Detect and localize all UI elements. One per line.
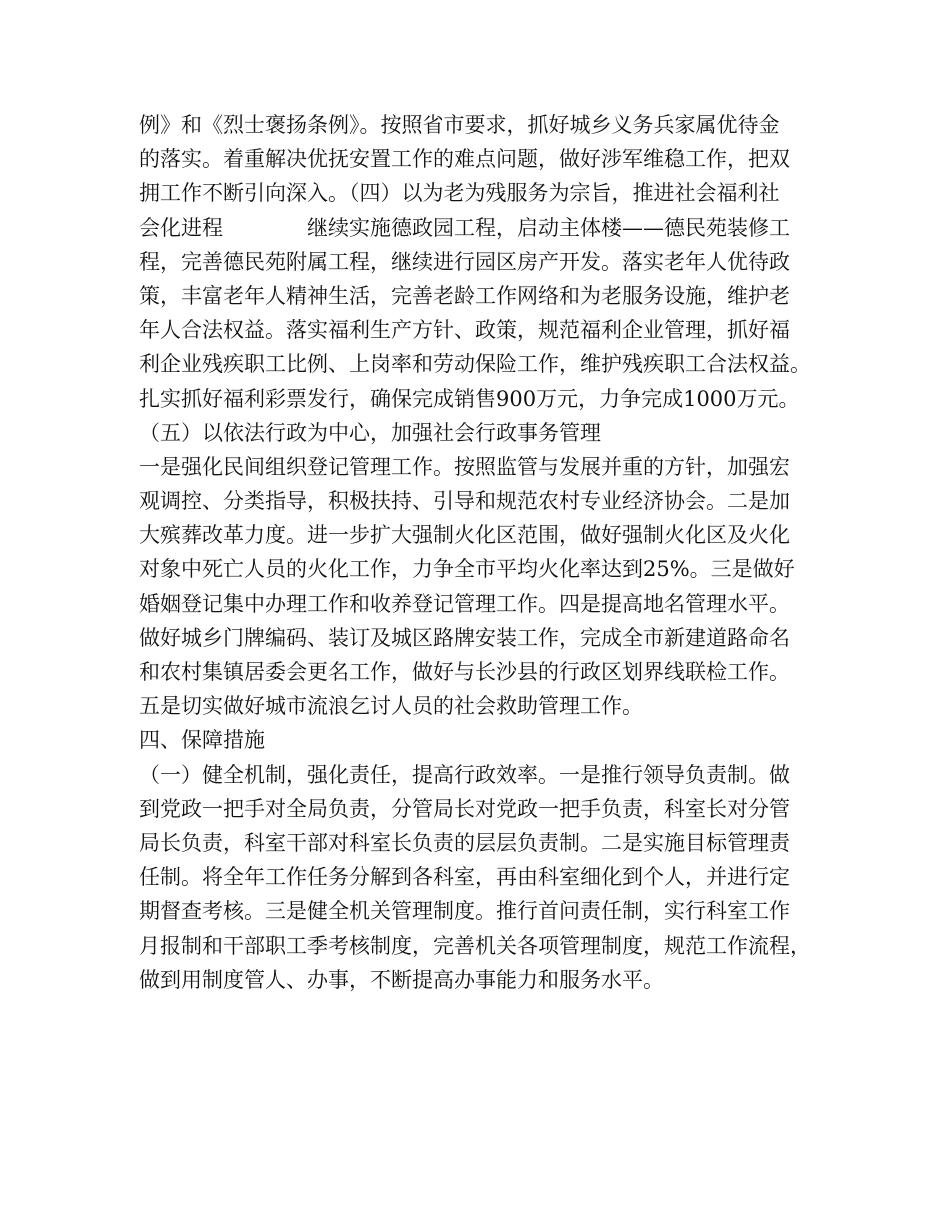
- text-line: 到党政一把手对全局负责，分管局长对党政一把手负责，科室长对分管: [139, 796, 790, 821]
- text-line: 做好城乡门牌编码、装订及城区路牌安装工作，完成全市新建道路命名: [139, 625, 790, 650]
- body-text: [139, 108, 829, 997]
- text-line: （一）健全机制，强化责任，提高行政效率。一是推行领导负责制。做: [139, 762, 790, 787]
- text-line: 例》和《烈士褒扬条例》。按照省市要求，抓好城乡义务兵家属优待金: [139, 113, 780, 137]
- text-line: 对象中死亡人员的火化工作，力争全市平均火化率达到25%。三是做好: [139, 557, 795, 582]
- text-line: 拥工作不断引向深入。（四）以为老为残服务为宗旨，推进社会福利社: [139, 181, 780, 206]
- text-line: 婚姻登记集中办理工作和收养登记管理工作。四是提高地名管理水平。: [139, 591, 790, 616]
- text-line: 月报制和干部职工季考核制度，完善机关各项管理制度，规范工作流程，: [139, 933, 811, 958]
- text-line: 利企业残疾职工比例、上岗率和劳动保险工作，维护残疾职工合法权益。: [139, 352, 811, 377]
- text-line: 扎实抓好福利彩票发行，确保完成销售900万元，力争完成1000万元。: [139, 386, 800, 411]
- text-line: 观调控、分类指导，积极扶持、引导和规范农村专业经济协会。二是加: [139, 489, 790, 514]
- text-line: 会化进程 继续实施德政园工程，启动主体楼——德民苑装修工: [139, 215, 790, 240]
- text-line: 策，丰富老年人精神生活，完善老龄工作网络和为老服务设施，维护老: [139, 283, 790, 308]
- section-heading: 四、保障措施: [139, 728, 265, 753]
- text-line: 程，完善德民苑附属工程，继续进行园区房产开发。落实老年人优待政: [139, 249, 790, 274]
- text-line: 一是强化民间组织登记管理工作。按照监管与发展并重的方针，加强宏: [139, 454, 790, 479]
- text-line: 和农村集镇居委会更名工作，做好与长沙县的行政区划界线联检工作。: [139, 660, 790, 684]
- section-heading: （五）以依法行政为中心，加强社会行政事务管理: [139, 420, 601, 445]
- text-line: 期督查考核。三是健全机关管理制度。推行首问责任制，实行科室工作: [139, 899, 790, 924]
- text-line: 做到用制度管人、办事，不断提高办事能力和服务水平。: [139, 967, 664, 992]
- text-line: 的落实。着重解决优抚安置工作的难点问题，做好涉军维稳工作，把双: [139, 147, 790, 172]
- text-line: 局长负责，科室干部对科室长负责的层层负责制。二是实施目标管理责: [139, 830, 790, 855]
- text-line: 五是切实做好城市流浪乞讨人员的社会救助管理工作。: [139, 694, 643, 719]
- text-line: 任制。将全年工作任务分解到各科室，再由科室细化到个人，并进行定: [139, 865, 790, 890]
- text-line: 大殡葬改革力度。进一步扩大强制火化区范围，做好强制火化区及火化: [139, 523, 790, 548]
- text-line: 年人合法权益。落实福利生产方针、政策，规范福利企业管理，抓好福: [139, 318, 790, 343]
